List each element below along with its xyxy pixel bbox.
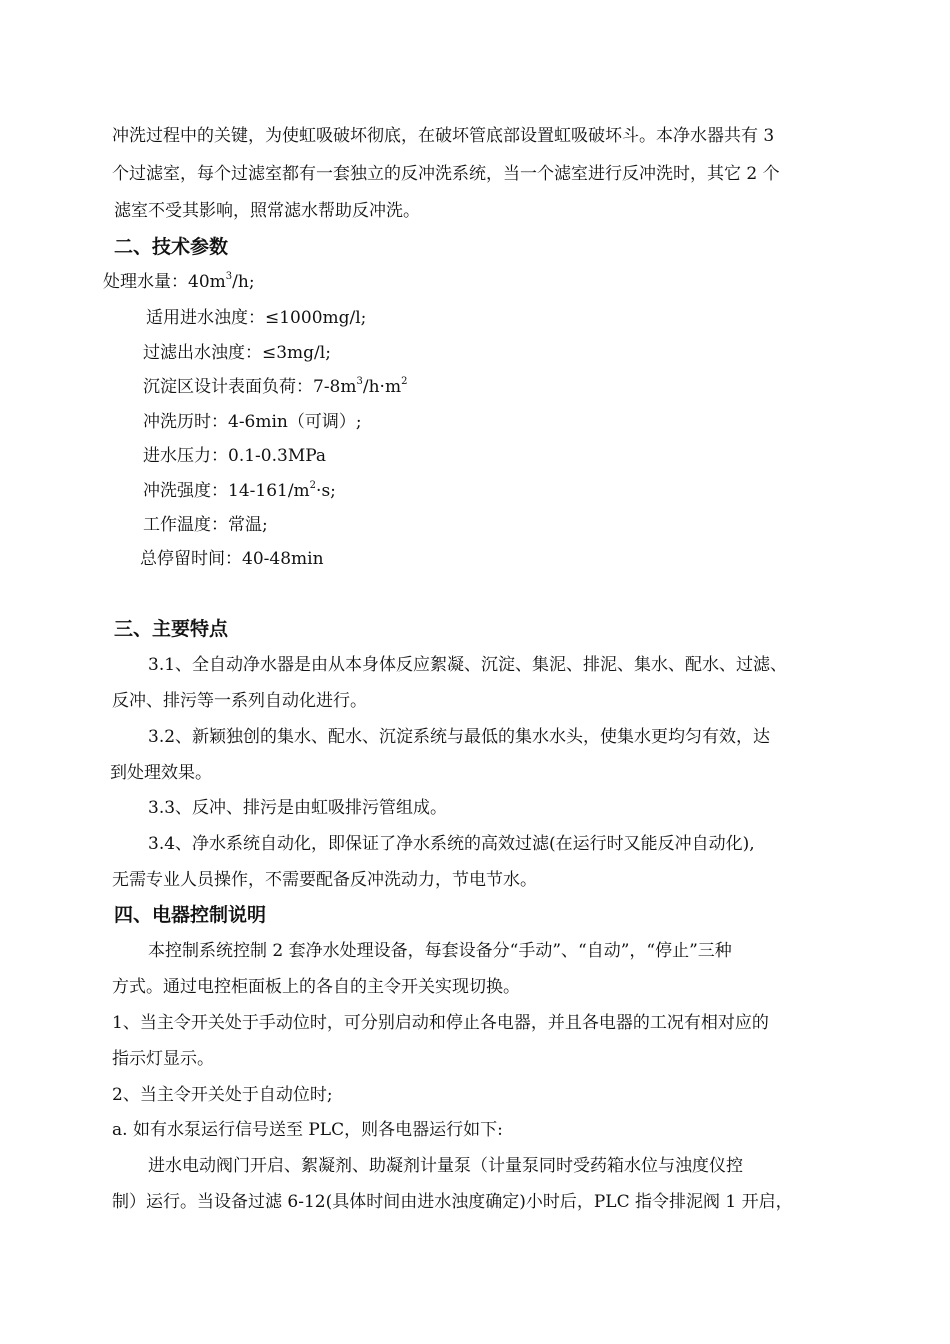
feature-3-2-line-2: 到处理效果。: [110, 763, 212, 783]
electrical-p2-line-2: 指示灯显示。: [112, 1049, 214, 1069]
electrical-p2-line-1: 1、当主令开关处于手动位时，可分别启动和停止各电器，并且各电器的工况有相对应的: [112, 1013, 769, 1033]
param-surface-load: 沉淀区设计表面负荷：$7-8m^3/h\cdot m^2$: [143, 376, 408, 397]
electrical-p1-line-1: 本控制系统控制 2 套净水处理设备，每套设备分“手动”、“自动”，“停止”三种: [148, 941, 732, 961]
section-heading-electrical: 四、电器控制说明: [114, 904, 267, 926]
intro-line-1: 冲洗过程中的关键，为使虹吸破坏彻底，在破坏管底部设置虹吸破坏斗。本净水器共有 3: [112, 126, 775, 146]
intro-line-3: 滤室不受其影响，照常滤水帮助反冲洗。: [114, 201, 420, 221]
feature-3-1-line-2: 反冲、排污等一系列自动化进行。: [112, 691, 367, 711]
param-flush-intensity: 冲洗强度：$14-161/m^2\cdot s$;: [143, 480, 336, 501]
param-working-temp: 工作温度：常温;: [143, 515, 268, 535]
feature-3-3: 3.3、反冲、排污是由虹吸排污管组成。: [148, 798, 448, 818]
intro-line-2: 个过滤室，每个过滤室都有一套独立的反冲洗系统，当一个滤室进行反冲洗时，其它 2 个: [112, 164, 780, 184]
electrical-p3: 2、当主令开关处于自动位时;: [112, 1085, 333, 1105]
section-heading-tech-params: 二、技术参数: [114, 236, 229, 258]
electrical-p5-line-1: 进水电动阀门开启、絮凝剂、助凝剂计量泵（计量泵同时受药箱水位与浊度仪控: [148, 1156, 743, 1176]
electrical-p1-line-2: 方式。通过电控柜面板上的各自的主令开关实现切换。: [112, 977, 520, 997]
feature-3-4-line-2: 无需专业人员操作，不需要配备反冲洗动力，节电节水。: [112, 870, 537, 890]
feature-3-2-line-1: 3.2、新颖独创的集水、配水、沉淀系统与最低的集水水头，使集水更均匀有效，达: [148, 727, 771, 747]
feature-3-1-line-1: 3.1、全自动净水器是由从本身体反应絮凝、沉淀、集泥、排泥、集水、配水、过滤、: [148, 655, 788, 675]
param-retention-time: 总停留时间：40-48min: [140, 549, 324, 569]
param-inlet-pressure: 进水压力：0.1-0.3MPa: [143, 446, 327, 466]
electrical-p4: a. 如有水泵运行信号送至 PLC，则各电器运行如下:: [112, 1120, 503, 1140]
param-capacity: 处理水量：$40m^3/h$;: [103, 271, 255, 292]
param-outlet-turbidity: 过滤出水浊度：≤3mg/l;: [143, 343, 331, 363]
electrical-p5-line-2: 制）运行。当设备过滤 6-12(具体时间由进水浊度确定)小时后，PLC 指令排泥阀 1 开启，: [112, 1192, 793, 1212]
feature-3-4-line-1: 3.4、净水系统自动化，即保证了净水系统的高效过滤(在运行时又能反冲自动化),: [148, 834, 755, 854]
param-inlet-turbidity: 适用进水浊度：≤1000mg/l;: [146, 308, 367, 328]
section-heading-features: 三、主要特点: [114, 618, 229, 640]
param-flush-duration: 冲洗历时：4-6min（可调）;: [143, 412, 362, 432]
